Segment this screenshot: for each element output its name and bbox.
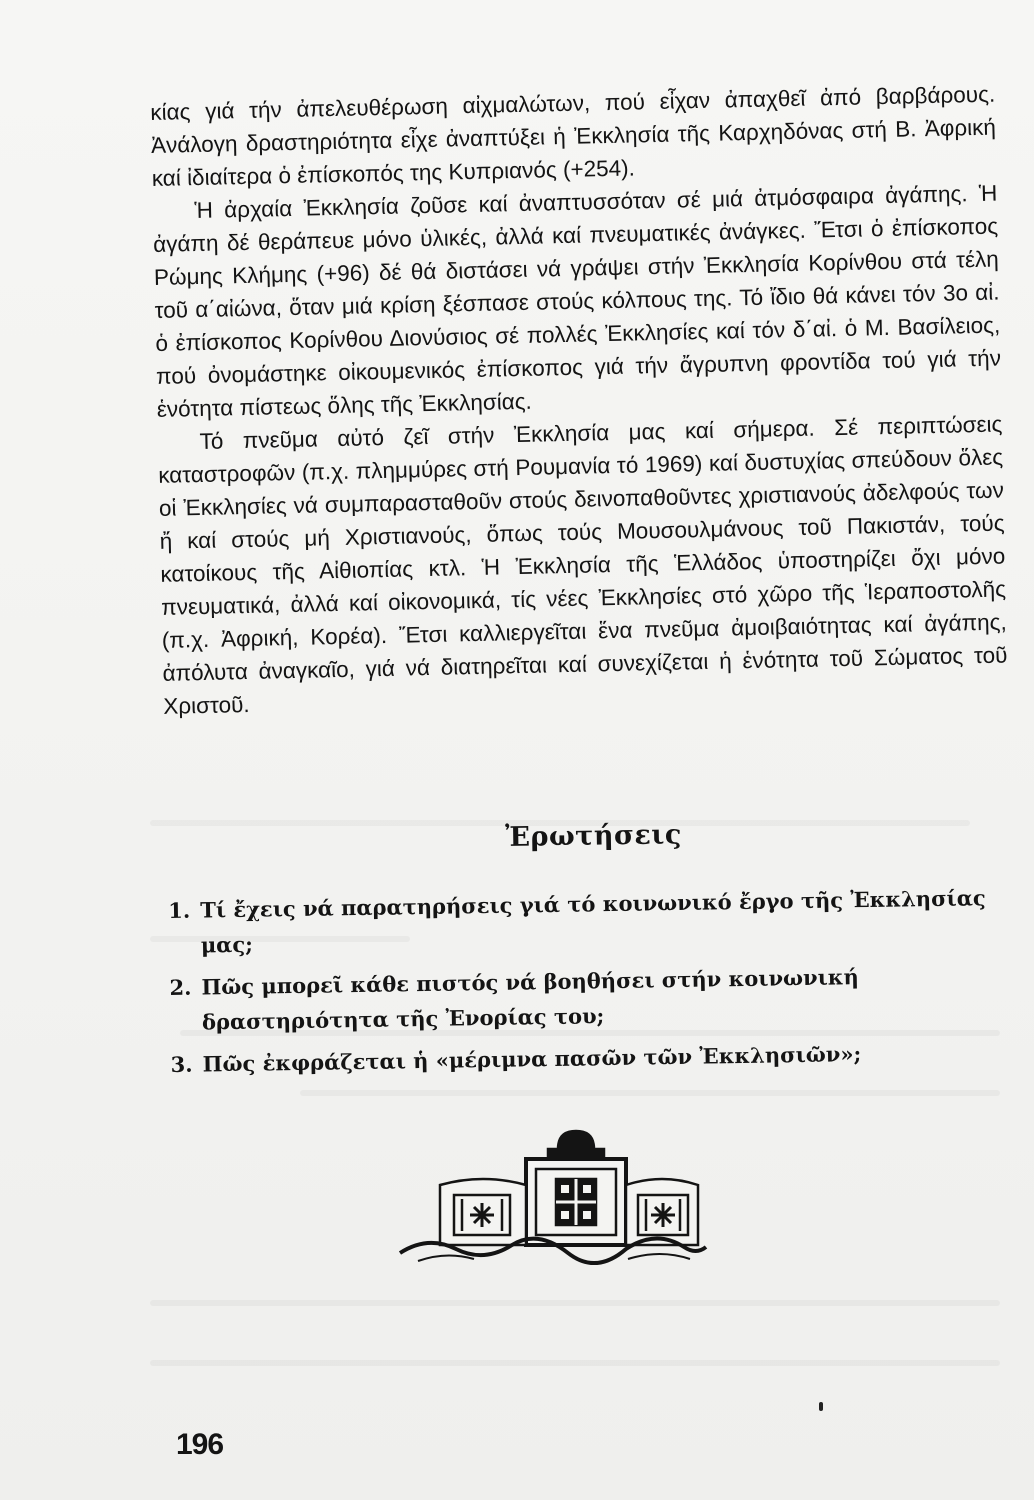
page-number: 196 — [176, 1428, 224, 1461]
question-item — [169, 957, 1020, 1040]
question-text: Τί ἔχεις νά παρατηρήσεις γιά τό κοινωνικό ἔργο τῆς Ἐκκλησίας μας; — [200, 885, 986, 958]
paragraph-1: κίας γιά τήν ἀπελευθέρωση αἰχμαλώτων, πού εἶχαν ἀπαχθεῖ ἀπό βαρβάρους. Ἀνάλογη δραστηριότητα εἶχε ἀναπτύξει ἡ Ἐκκλησία τῆς Καρχηδόνας στή Β. Ἀφρική καί ἰδιαίτερα ὁ ἐπίσκοπός της Κυπριανός (+254). — [150, 81, 997, 191]
paragraph-2: Ἡ ἀρχαία Ἐκκλησία ζοῦσε καί ἀναπτυσσόταν σέ μιά ἀτμόσφαιρα ἀγάπης. Ἡ ἀγάπη δέ θεράπευε μόνο ὑλικές, ἀλλά καί πνευματικές ἀνάγκες. Ἔτσι ὁ ἐπίσκοπος Ρώμης Κλήμης (+96) δέ θά διστάσει νά γράψει στήν Ἐκκλησία Κορίνθου στά τέλη τοῦ α΄αἰώνα, ὅταν μιά κρίση ξέσπασε στούς κόλπους της. Τό ἴδιο θά κάνει τόν 3ο αἰ. ὁ ἐπίσκοπος Κορίνθου Διονύσιος σέ πολλές Ἐκκλησίες καί τόν δ΄αἰ. ὁ Μ. Βασίλειος, πού ὀνομάστηκε οἰκουμενικός ἐπίσκοπος γιά τήν ἄγρυπνη φροντίδα τού γιά τήν ἑνότητα πίστεως ὅλης τῆς Ἐκκλησίας. — [152, 180, 1002, 422]
main-text — [150, 78, 1008, 723]
question-item — [170, 1034, 1020, 1082]
bleed-through-line — [150, 1360, 1000, 1366]
church-emblem-icon — [398, 1125, 708, 1265]
questions-list — [168, 880, 1021, 1089]
question-number: 1. — [168, 897, 191, 923]
question-text: Πῶς ἐκφράζεται ἡ «μέριμνα πασῶν τῶν Ἐκκλησιῶν»; — [202, 1041, 862, 1077]
question-number: 2. — [169, 974, 192, 1000]
ink-speck — [819, 1402, 823, 1411]
paragraph-3: Τό πνεῦμα αὐτό ζεῖ στήν Ἐκκλησία μας καί σήμερα. Σέ περιπτώσεις καταστροφῶν (π.χ. πλημμύρες στή Ρουμανία τό 1969) καί δυστυχίας σπεύδουν ὅλες οἱ Ἐκκλησίες νά συμπαρασταθοῦν στούς δεινοπαθοῦντες χριστιανούς ἀδελφούς των ἤ καί στούς μή Χριστιανούς, ὅπως τούς Μουσουλμάνους τοῦ Πακιστάν, τούς κατοίκους τῆς Αἰθιοπίας κτλ. Ἡ Ἐκκλησία τῆς Ἑλλάδος ὑποστηρίζει ὄχι μόνο πνευματικά, ἀλλά καί οἰκονομικά, τίς νέες Ἐκκλησίες στό χῶρο τῆς Ἱεραποστολῆς (π.χ. Ἀφρική, Κορέα). Ἔτσι καλλιεργεῖται ἕνα πνεῦμα ἀμοιβαιότητας καί ἀγάπης, ἀπόλυτα ἀναγκαῖο, γιά νά διατηρεῖται καί συνεχίζεται ἡ ἑνότητα τοῦ Σώματος τοῦ Χριστοῦ. — [158, 411, 1008, 719]
bleed-through-line — [150, 1300, 1000, 1306]
questions-heading: Ἐρωτήσεις — [505, 819, 683, 853]
question-text: Πῶς μπορεῖ κάθε πιστός νά βοηθήσει στήν κοινωνική δραστηριότητα τῆς Ἐνορίας του; — [201, 964, 859, 1035]
bleed-through-line — [300, 1090, 1000, 1096]
question-number: 3. — [170, 1051, 193, 1077]
question-item — [168, 880, 1019, 963]
